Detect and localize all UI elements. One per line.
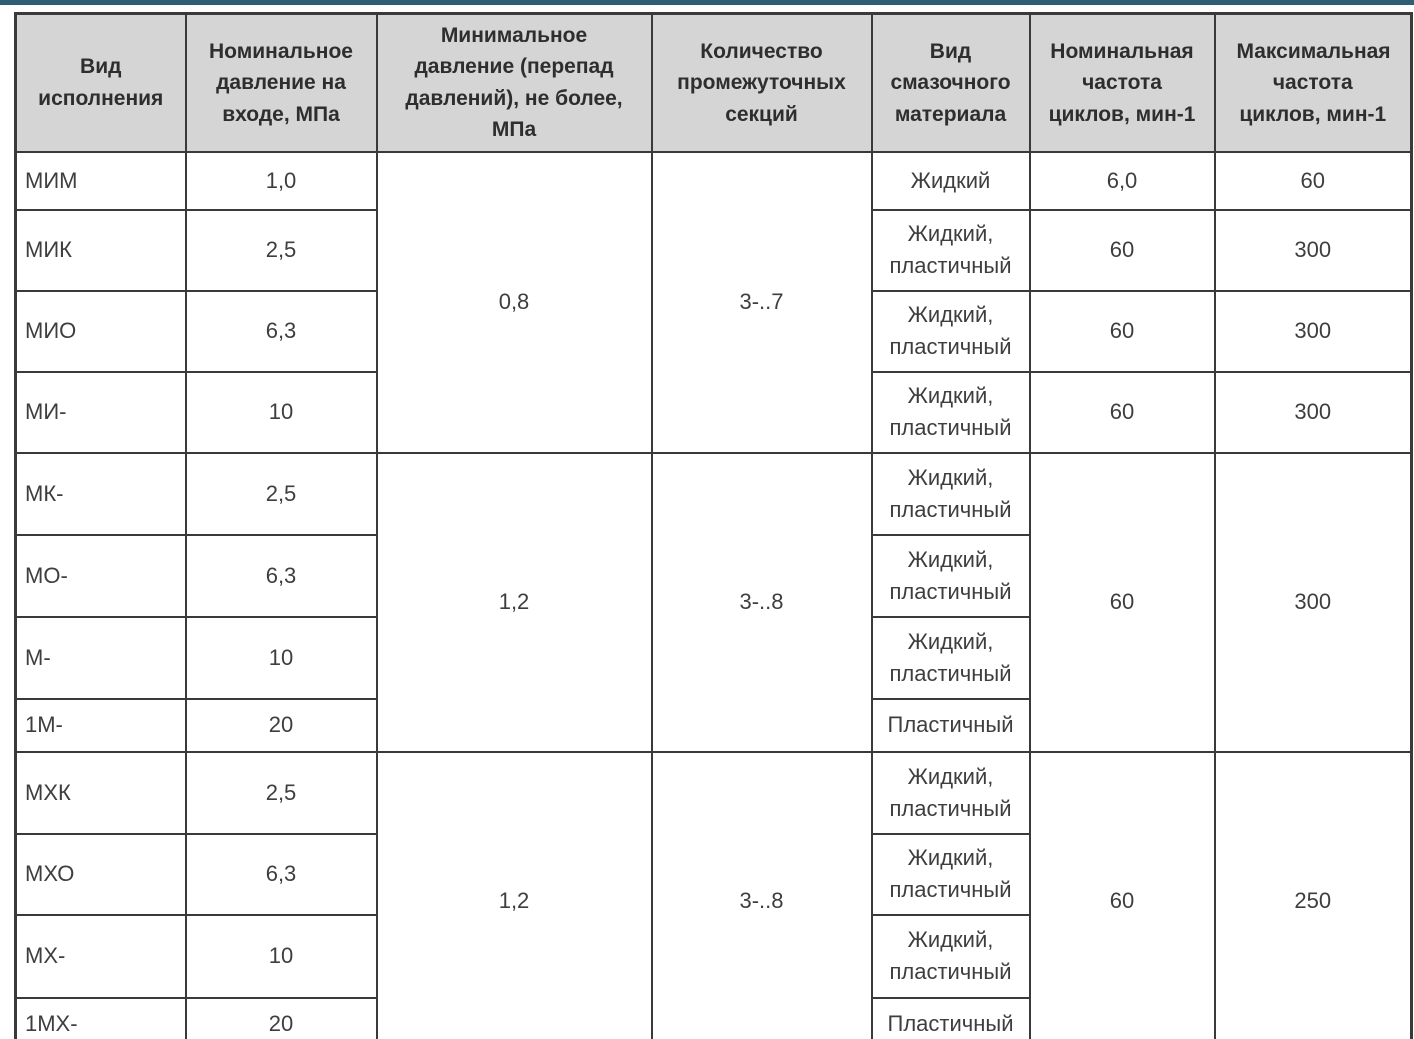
header-nominal-frequency: Номинальная частота циклов, мин-1 [1030,14,1215,152]
cell-execution-type: МИМ [16,152,186,210]
cell-execution-type: МО- [16,535,186,617]
cell-inlet-pressure: 6,3 [186,291,377,372]
cell-min-pressure: 1,2 [377,453,652,752]
cell-min-pressure: 0,8 [377,152,652,453]
cell-lubricant: Пластичный [872,998,1030,1039]
cell-inlet-pressure: 10 [186,372,377,453]
cell-execution-type: 1МХ- [16,998,186,1039]
table-row [16,453,1412,535]
header-inlet-pressure: Номинальное давление на входе, МПа [186,14,377,152]
cell-sections-count: 3-..7 [652,152,872,453]
cell-inlet-pressure: 6,3 [186,834,377,915]
cell-lubricant: Пластичный [872,699,1030,752]
cell-inlet-pressure: 2,5 [186,453,377,535]
cell-inlet-pressure: 1,0 [186,152,377,210]
cell-max-frequency: 60 [1215,152,1412,210]
cell-lubricant: Жидкий, пластичный [872,752,1030,834]
cell-execution-type: МХК [16,752,186,834]
header-row [16,14,1412,152]
cell-nominal-frequency: 60 [1030,453,1215,752]
spec-table [14,12,1413,1039]
cell-sections-count: 3-..8 [652,453,872,752]
table-row [16,152,1412,210]
cell-max-frequency: 300 [1215,291,1412,372]
cell-inlet-pressure: 10 [186,915,377,998]
cell-max-frequency: 300 [1215,453,1412,752]
cell-lubricant: Жидкий, пластичный [872,372,1030,453]
header-execution-type: Вид исполнения [16,14,186,152]
cell-max-frequency: 300 [1215,210,1412,291]
cell-max-frequency: 300 [1215,372,1412,453]
cell-execution-type: МИО [16,291,186,372]
cell-lubricant: Жидкий, пластичный [872,535,1030,617]
header-lubricant-type: Вид смазочного материала [872,14,1030,152]
cell-lubricant: Жидкий, пластичный [872,834,1030,915]
cell-execution-type: МК- [16,453,186,535]
cell-lubricant: Жидкий, пластичный [872,453,1030,535]
cell-lubricant: Жидкий, пластичный [872,291,1030,372]
cell-lubricant: Жидкий, пластичный [872,915,1030,998]
cell-max-frequency: 250 [1215,752,1412,1039]
cell-inlet-pressure: 20 [186,699,377,752]
cell-nominal-frequency: 6,0 [1030,152,1215,210]
cell-nominal-frequency: 60 [1030,372,1215,453]
header-min-pressure: Минимальное давление (перепад давлений), не более, МПа [377,14,652,152]
cell-lubricant: Жидкий [872,152,1030,210]
table-row [16,752,1412,834]
cell-execution-type: М- [16,617,186,699]
cell-execution-type: МХ- [16,915,186,998]
cell-nominal-frequency: 60 [1030,210,1215,291]
top-accent-bar [0,0,1414,5]
cell-execution-type: МХО [16,834,186,915]
cell-inlet-pressure: 2,5 [186,752,377,834]
cell-lubricant: Жидкий, пластичный [872,210,1030,291]
header-sections-count: Количество промежуточных секций [652,14,872,152]
cell-nominal-frequency: 60 [1030,752,1215,1039]
cell-min-pressure: 1,2 [377,752,652,1039]
cell-sections-count: 3-..8 [652,752,872,1039]
cell-lubricant: Жидкий, пластичный [872,617,1030,699]
cell-inlet-pressure: 20 [186,998,377,1039]
cell-execution-type: 1М- [16,699,186,752]
cell-nominal-frequency: 60 [1030,291,1215,372]
cell-execution-type: МИ- [16,372,186,453]
cell-inlet-pressure: 2,5 [186,210,377,291]
cell-inlet-pressure: 10 [186,617,377,699]
cell-inlet-pressure: 6,3 [186,535,377,617]
cell-execution-type: МИК [16,210,186,291]
header-max-frequency: Максимальная частота циклов, мин-1 [1215,14,1412,152]
